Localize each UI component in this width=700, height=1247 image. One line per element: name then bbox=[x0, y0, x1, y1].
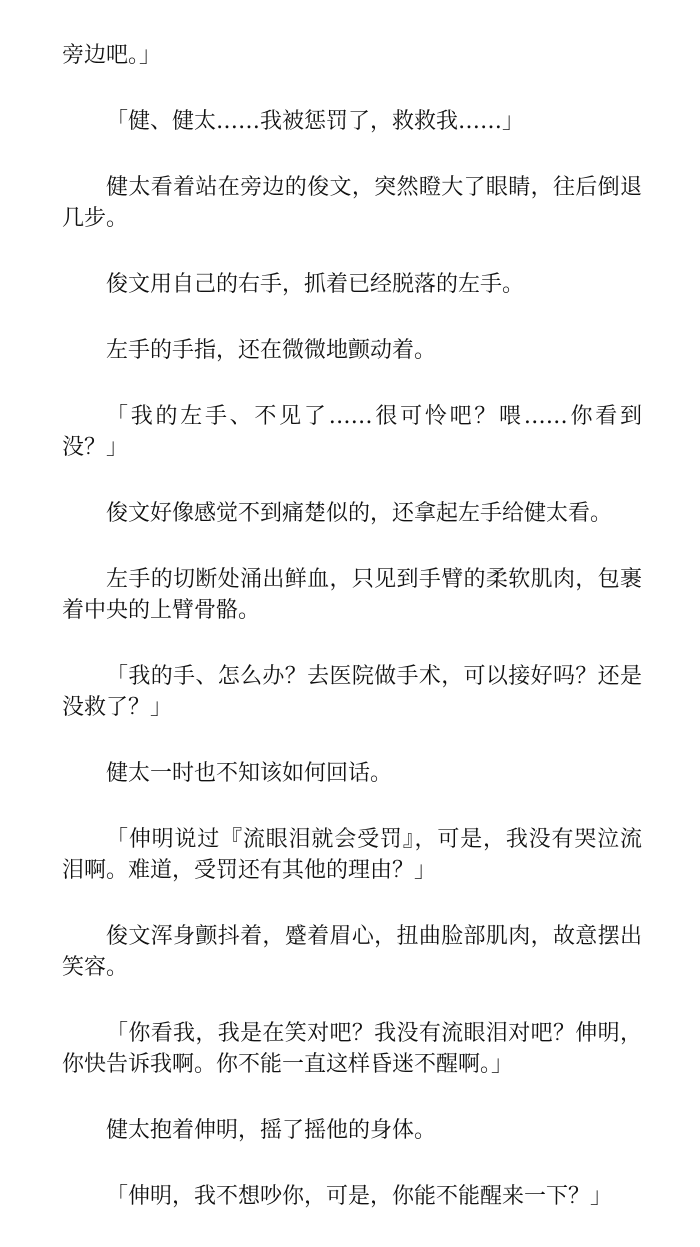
paragraph-continuation: 旁边吧。」 bbox=[62, 43, 162, 68]
paragraph: 左手的手指，还在微微地颤动着。 bbox=[106, 338, 437, 363]
page-text bbox=[62, 40, 642, 1247]
paragraph: 健太看着站在旁边的俊文，突然瞪大了眼睛，往后倒退几步。 bbox=[62, 175, 642, 231]
paragraph: 「伸明说过『流眼泪就会受罚』，可是，我没有哭泣流泪啊。难道，受罚还有其他的理由？」 bbox=[62, 827, 642, 883]
paragraph: 「你看我，我是在笑对吧？我没有流眼泪对吧？伸明，你快告诉我啊。你不能一直这样昏迷不醒啊。」 bbox=[62, 1021, 642, 1077]
paragraph: 俊文好像感觉不到痛楚似的，还拿起左手给健太看。 bbox=[106, 501, 613, 526]
paragraph: 俊文用自己的右手，抓着已经脱落的左手。 bbox=[106, 272, 525, 297]
paragraph: 「伸明，我不想吵你，可是，你能不能醒来一下？」 bbox=[106, 1184, 613, 1209]
paragraph: 「健、健太……我被惩罚了，救救我……」 bbox=[106, 109, 525, 134]
paragraph: 「我的左手、不见了……很可怜吧？喂……你看到没？」 bbox=[62, 404, 642, 460]
paragraph: 「我的手、怎么办？去医院做手术，可以接好吗？还是没救了？」 bbox=[62, 664, 642, 720]
paragraph: 健太抱着伸明，摇了摇他的身体。 bbox=[106, 1118, 437, 1143]
paragraph: 左手的切断处涌出鲜血，只见到手臂的柔软肌肉，包裹着中央的上臂骨骼。 bbox=[62, 567, 642, 623]
paragraph: 健太一时也不知该如何回话。 bbox=[106, 761, 393, 786]
paragraph: 俊文浑身颤抖着，蹙着眉心，扭曲脸部肌肉，故意摆出笑容。 bbox=[62, 924, 642, 980]
